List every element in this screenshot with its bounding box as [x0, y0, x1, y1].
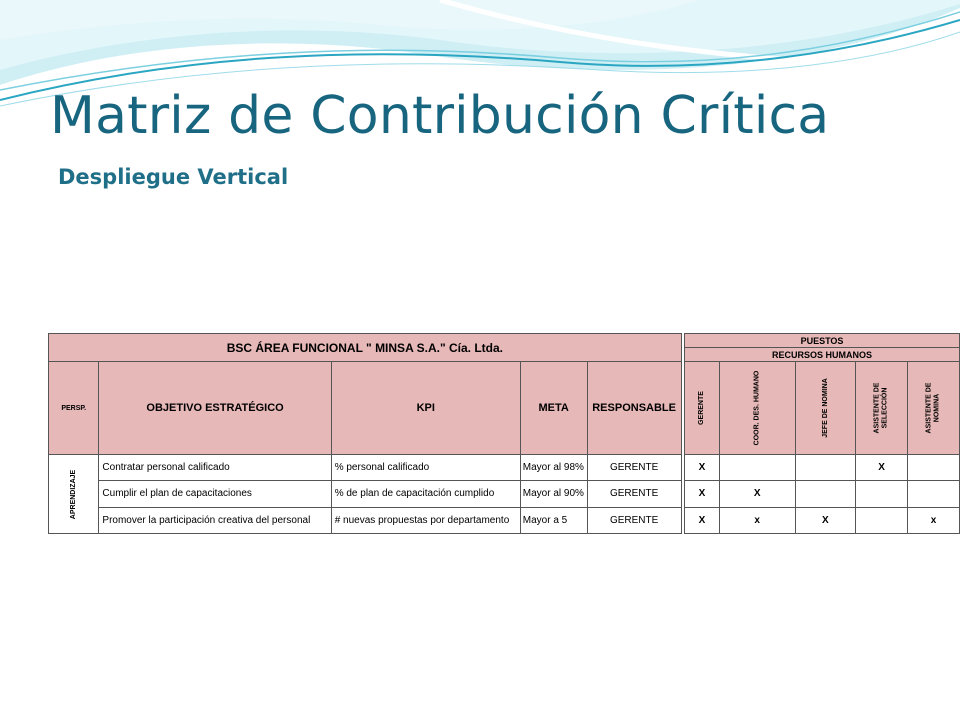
- position-header-asistente-seleccion: [856, 362, 908, 455]
- kpi-cell: % de plan de capacitación cumplido: [331, 481, 520, 507]
- mark-cell: [856, 507, 908, 533]
- objetivo-column-header: OBJETIVO ESTRATÉGICO: [99, 362, 331, 455]
- responsable-cell: GERENTE: [587, 481, 681, 507]
- position-label: JEFE DE NOMINA: [821, 378, 829, 438]
- mark-cell: X: [795, 507, 856, 533]
- responsable-column-header: RESPONSABLE: [587, 362, 681, 455]
- position-label: ASISTENTE DE: [925, 382, 933, 434]
- slide-title: Matriz de Contribución Crítica: [50, 86, 830, 146]
- mark-cell: [856, 481, 908, 507]
- objetivo-cell: Contratar personal calificado: [99, 455, 331, 481]
- contribution-matrix-table: [48, 333, 960, 534]
- meta-cell: Mayor a 5: [520, 507, 587, 533]
- kpi-column-header: KPI: [331, 362, 520, 455]
- meta-cell: Mayor al 98%: [520, 455, 587, 481]
- mark-cell: X: [719, 481, 795, 507]
- perspective-cell: [49, 455, 99, 534]
- responsable-cell: GERENTE: [587, 455, 681, 481]
- mark-cell: X: [685, 455, 720, 481]
- kpi-cell: # nuevas propuestas por departamento: [331, 507, 520, 533]
- position-label: GERENTE: [697, 391, 705, 425]
- mark-cell: x: [719, 507, 795, 533]
- position-header-coor-des-humano: [719, 362, 795, 455]
- position-label: NOMINA: [933, 393, 941, 423]
- position-header-gerente: [685, 362, 720, 455]
- mark-cell: [795, 455, 856, 481]
- kpi-cell: % personal calificado: [331, 455, 520, 481]
- perspective-label: APRENDIZAJE: [70, 469, 78, 519]
- position-label: SELECCIÓN: [881, 387, 889, 429]
- table-row: [49, 481, 960, 507]
- position-header-asistente-nomina: [908, 362, 960, 455]
- puestos-header: PUESTOS: [685, 334, 960, 348]
- mark-cell: [908, 455, 960, 481]
- persp-column-header: PERSP.: [49, 362, 99, 455]
- mark-cell: [719, 455, 795, 481]
- position-label: COOR. DES. HUMANO: [753, 370, 761, 446]
- meta-cell: Mayor al 90%: [520, 481, 587, 507]
- position-label: ASISTENTE DE: [873, 382, 881, 434]
- table-row: [49, 455, 960, 481]
- table-row: [49, 507, 960, 533]
- bsc-main-header: BSC ÁREA FUNCIONAL " MINSA S.A." Cía. Ltda.: [49, 334, 682, 362]
- mark-cell: [795, 481, 856, 507]
- mark-cell: X: [685, 507, 720, 533]
- responsable-cell: GERENTE: [587, 507, 681, 533]
- mark-cell: X: [685, 481, 720, 507]
- mark-cell: x: [908, 507, 960, 533]
- meta-column-header: META: [520, 362, 587, 455]
- slide-subtitle: Despliegue Vertical: [58, 165, 289, 189]
- position-header-jefe-de-nomina: [795, 362, 856, 455]
- objetivo-cell: Promover la participación creativa del personal: [99, 507, 331, 533]
- objetivo-cell: Cumplir el plan de capacitaciones: [99, 481, 331, 507]
- mark-cell: [908, 481, 960, 507]
- mark-cell: X: [856, 455, 908, 481]
- area-header: RECURSOS HUMANOS: [685, 348, 960, 362]
